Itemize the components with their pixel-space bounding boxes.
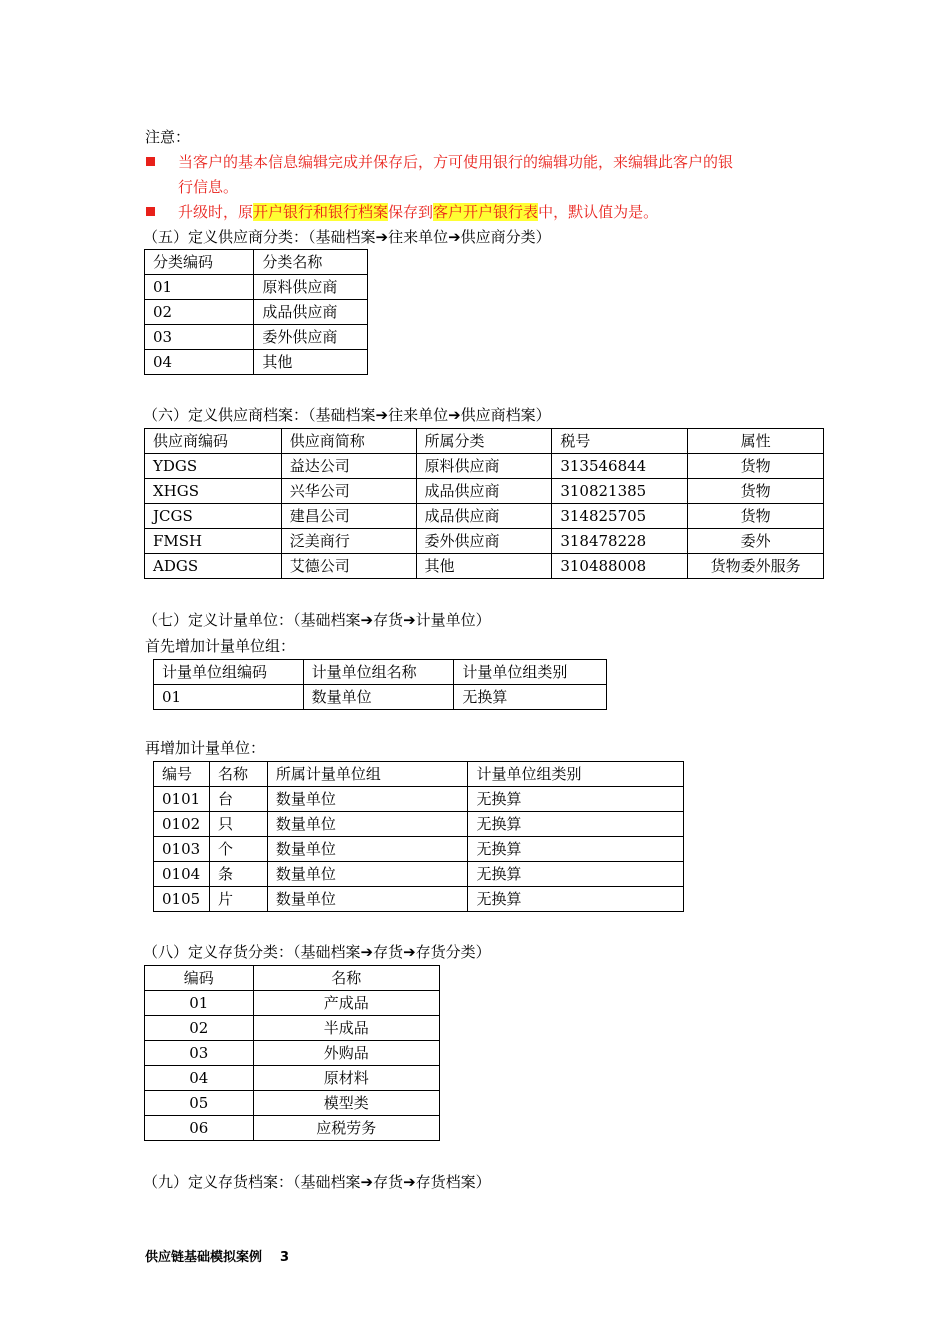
table-row bbox=[145, 529, 824, 554]
header-cell: 计量单位组类别 bbox=[454, 660, 607, 685]
table-cell: 0105 bbox=[154, 887, 210, 912]
table-cell: 建昌公司 bbox=[281, 504, 416, 529]
table-cell: 委外供应商 bbox=[416, 529, 552, 554]
table-row bbox=[145, 1091, 440, 1116]
header-cell: 编码 bbox=[145, 966, 254, 991]
table-cell: 01 bbox=[154, 685, 304, 710]
table-cell: 条 bbox=[209, 862, 267, 887]
table-cell: 只 bbox=[209, 812, 267, 837]
table-cell: YDGS bbox=[145, 454, 282, 479]
table-cell: 货物委外服务 bbox=[688, 554, 824, 579]
table-row bbox=[145, 325, 368, 350]
note-title: 注意： bbox=[145, 128, 191, 146]
table-cell: 04 bbox=[145, 350, 254, 375]
table-cell: 其他 bbox=[254, 350, 368, 375]
table-header-row bbox=[145, 429, 824, 454]
table-cell: 艾德公司 bbox=[281, 554, 416, 579]
table-row bbox=[154, 812, 684, 837]
table-cell: 06 bbox=[145, 1116, 254, 1141]
table-cell: 04 bbox=[145, 1066, 254, 1091]
section-8-title: （八）定义存货分类：（基础档案➔存货➔存货分类） bbox=[143, 943, 491, 961]
note-2-mid: 保存到 bbox=[388, 203, 434, 221]
red-square-bullet-icon bbox=[146, 157, 155, 166]
table-cell: 数量单位 bbox=[267, 787, 468, 812]
supplier-category-table bbox=[144, 249, 368, 375]
table-cell: 0103 bbox=[154, 837, 210, 862]
table-cell: 成品供应商 bbox=[416, 504, 552, 529]
page-number: 3 bbox=[280, 1250, 290, 1265]
header-cell: 计量单位组编码 bbox=[154, 660, 304, 685]
header-cell: 供应商编码 bbox=[145, 429, 282, 454]
table-cell: 委外供应商 bbox=[254, 325, 368, 350]
note-1-line-2: 行信息。 bbox=[178, 178, 239, 196]
table-cell: 数量单位 bbox=[267, 862, 468, 887]
footer-text: 供应链基础模拟案例 bbox=[145, 1250, 263, 1265]
table-cell: FMSH bbox=[145, 529, 282, 554]
table-cell: 台 bbox=[209, 787, 267, 812]
table-cell: 无换算 bbox=[468, 787, 684, 812]
unit-group-table bbox=[153, 659, 607, 710]
table-row bbox=[145, 479, 824, 504]
table-cell: 货物 bbox=[688, 454, 824, 479]
table-row bbox=[145, 1116, 440, 1141]
table-row bbox=[145, 1066, 440, 1091]
header-cell: 名称 bbox=[253, 966, 439, 991]
note-2-highlight-1: 开户银行和银行档案 bbox=[253, 203, 389, 221]
table-cell: 原料供应商 bbox=[416, 454, 552, 479]
table-cell: 模型类 bbox=[253, 1091, 439, 1116]
table-header-row bbox=[145, 250, 368, 275]
table-cell: 02 bbox=[145, 300, 254, 325]
table-cell: JCGS bbox=[145, 504, 282, 529]
header-cell: 名称 bbox=[209, 762, 267, 787]
table-cell: 兴华公司 bbox=[281, 479, 416, 504]
table-row bbox=[145, 300, 368, 325]
table-row bbox=[154, 837, 684, 862]
table-row bbox=[154, 862, 684, 887]
table-cell: ADGS bbox=[145, 554, 282, 579]
table-cell: XHGS bbox=[145, 479, 282, 504]
table-row bbox=[154, 685, 607, 710]
header-cell: 分类名称 bbox=[254, 250, 368, 275]
header-cell: 属性 bbox=[688, 429, 824, 454]
table-cell: 314825705 bbox=[552, 504, 688, 529]
table-cell: 委外 bbox=[688, 529, 824, 554]
table-cell: 片 bbox=[209, 887, 267, 912]
table-cell: 03 bbox=[145, 325, 254, 350]
table-row bbox=[145, 554, 824, 579]
table-cell: 外购品 bbox=[253, 1041, 439, 1066]
table-cell: 05 bbox=[145, 1091, 254, 1116]
table-cell: 01 bbox=[145, 991, 254, 1016]
note-2-highlight-2: 客户开户银行表 bbox=[433, 203, 539, 221]
red-square-bullet-icon bbox=[146, 207, 155, 216]
table-cell: 益达公司 bbox=[281, 454, 416, 479]
header-cell: 计量单位组类别 bbox=[468, 762, 684, 787]
table-cell: 318478228 bbox=[552, 529, 688, 554]
table-row bbox=[145, 1016, 440, 1041]
table-cell: 泛美商行 bbox=[281, 529, 416, 554]
table-cell: 原料供应商 bbox=[254, 275, 368, 300]
table-row bbox=[154, 787, 684, 812]
table-cell: 货物 bbox=[688, 504, 824, 529]
table-cell: 无换算 bbox=[468, 837, 684, 862]
table-cell: 成品供应商 bbox=[416, 479, 552, 504]
table-cell: 货物 bbox=[688, 479, 824, 504]
table-cell: 应税劳务 bbox=[253, 1116, 439, 1141]
table-cell: 0102 bbox=[154, 812, 210, 837]
table-row bbox=[145, 504, 824, 529]
table-row bbox=[145, 1041, 440, 1066]
section-9-title: （九）定义存货档案：（基础档案➔存货➔存货档案） bbox=[143, 1173, 491, 1191]
table-cell: 313546844 bbox=[552, 454, 688, 479]
table-cell: 0101 bbox=[154, 787, 210, 812]
section-7-sub-1: 首先增加计量单位组： bbox=[145, 637, 296, 655]
table-header-row bbox=[154, 660, 607, 685]
section-7-title: （七）定义计量单位：（基础档案➔存货➔计量单位） bbox=[143, 611, 491, 629]
table-cell: 0104 bbox=[154, 862, 210, 887]
table-cell: 产成品 bbox=[253, 991, 439, 1016]
header-cell: 分类编码 bbox=[145, 250, 254, 275]
table-cell: 310488008 bbox=[552, 554, 688, 579]
supplier-archive-table bbox=[144, 428, 824, 579]
header-cell: 编号 bbox=[154, 762, 210, 787]
table-row bbox=[154, 887, 684, 912]
section-7-sub-2: 再增加计量单位： bbox=[145, 739, 266, 757]
header-cell: 税号 bbox=[552, 429, 688, 454]
table-cell: 01 bbox=[145, 275, 254, 300]
table-cell: 数量单位 bbox=[267, 887, 468, 912]
table-header-row bbox=[154, 762, 684, 787]
table-cell: 无换算 bbox=[468, 887, 684, 912]
table-cell: 成品供应商 bbox=[254, 300, 368, 325]
table-cell: 原材料 bbox=[253, 1066, 439, 1091]
table-row bbox=[145, 350, 368, 375]
table-cell: 02 bbox=[145, 1016, 254, 1041]
page-footer bbox=[145, 1246, 289, 1265]
table-cell: 数量单位 bbox=[303, 685, 454, 710]
table-row bbox=[145, 454, 824, 479]
unit-table bbox=[153, 761, 684, 912]
table-cell: 无换算 bbox=[468, 862, 684, 887]
table-cell: 数量单位 bbox=[267, 837, 468, 862]
table-cell: 数量单位 bbox=[267, 812, 468, 837]
table-cell: 半成品 bbox=[253, 1016, 439, 1041]
section-5-title: （五）定义供应商分类：（基础档案➔往来单位➔供应商分类） bbox=[143, 228, 551, 246]
section-6-title: （六）定义供应商档案：（基础档案➔往来单位➔供应商档案） bbox=[143, 406, 551, 424]
note-2-pre: 升级时，原 bbox=[178, 203, 254, 221]
table-row bbox=[145, 991, 440, 1016]
note-2-post: 中，默认值为是。 bbox=[538, 203, 659, 221]
table-row bbox=[145, 275, 368, 300]
inventory-category-table bbox=[144, 965, 440, 1141]
header-cell: 计量单位组名称 bbox=[303, 660, 454, 685]
table-cell: 310821385 bbox=[552, 479, 688, 504]
note-1-line-1: 当客户的基本信息编辑完成并保存后，方可使用银行的编辑功能，来编辑此客户的银 bbox=[178, 153, 734, 171]
table-cell: 其他 bbox=[416, 554, 552, 579]
table-cell: 无换算 bbox=[468, 812, 684, 837]
table-cell: 无换算 bbox=[454, 685, 607, 710]
header-cell: 供应商简称 bbox=[281, 429, 416, 454]
table-cell: 个 bbox=[209, 837, 267, 862]
header-cell: 所属计量单位组 bbox=[267, 762, 468, 787]
table-header-row bbox=[145, 966, 440, 991]
table-cell: 03 bbox=[145, 1041, 254, 1066]
note-2 bbox=[178, 202, 658, 222]
header-cell: 所属分类 bbox=[416, 429, 552, 454]
